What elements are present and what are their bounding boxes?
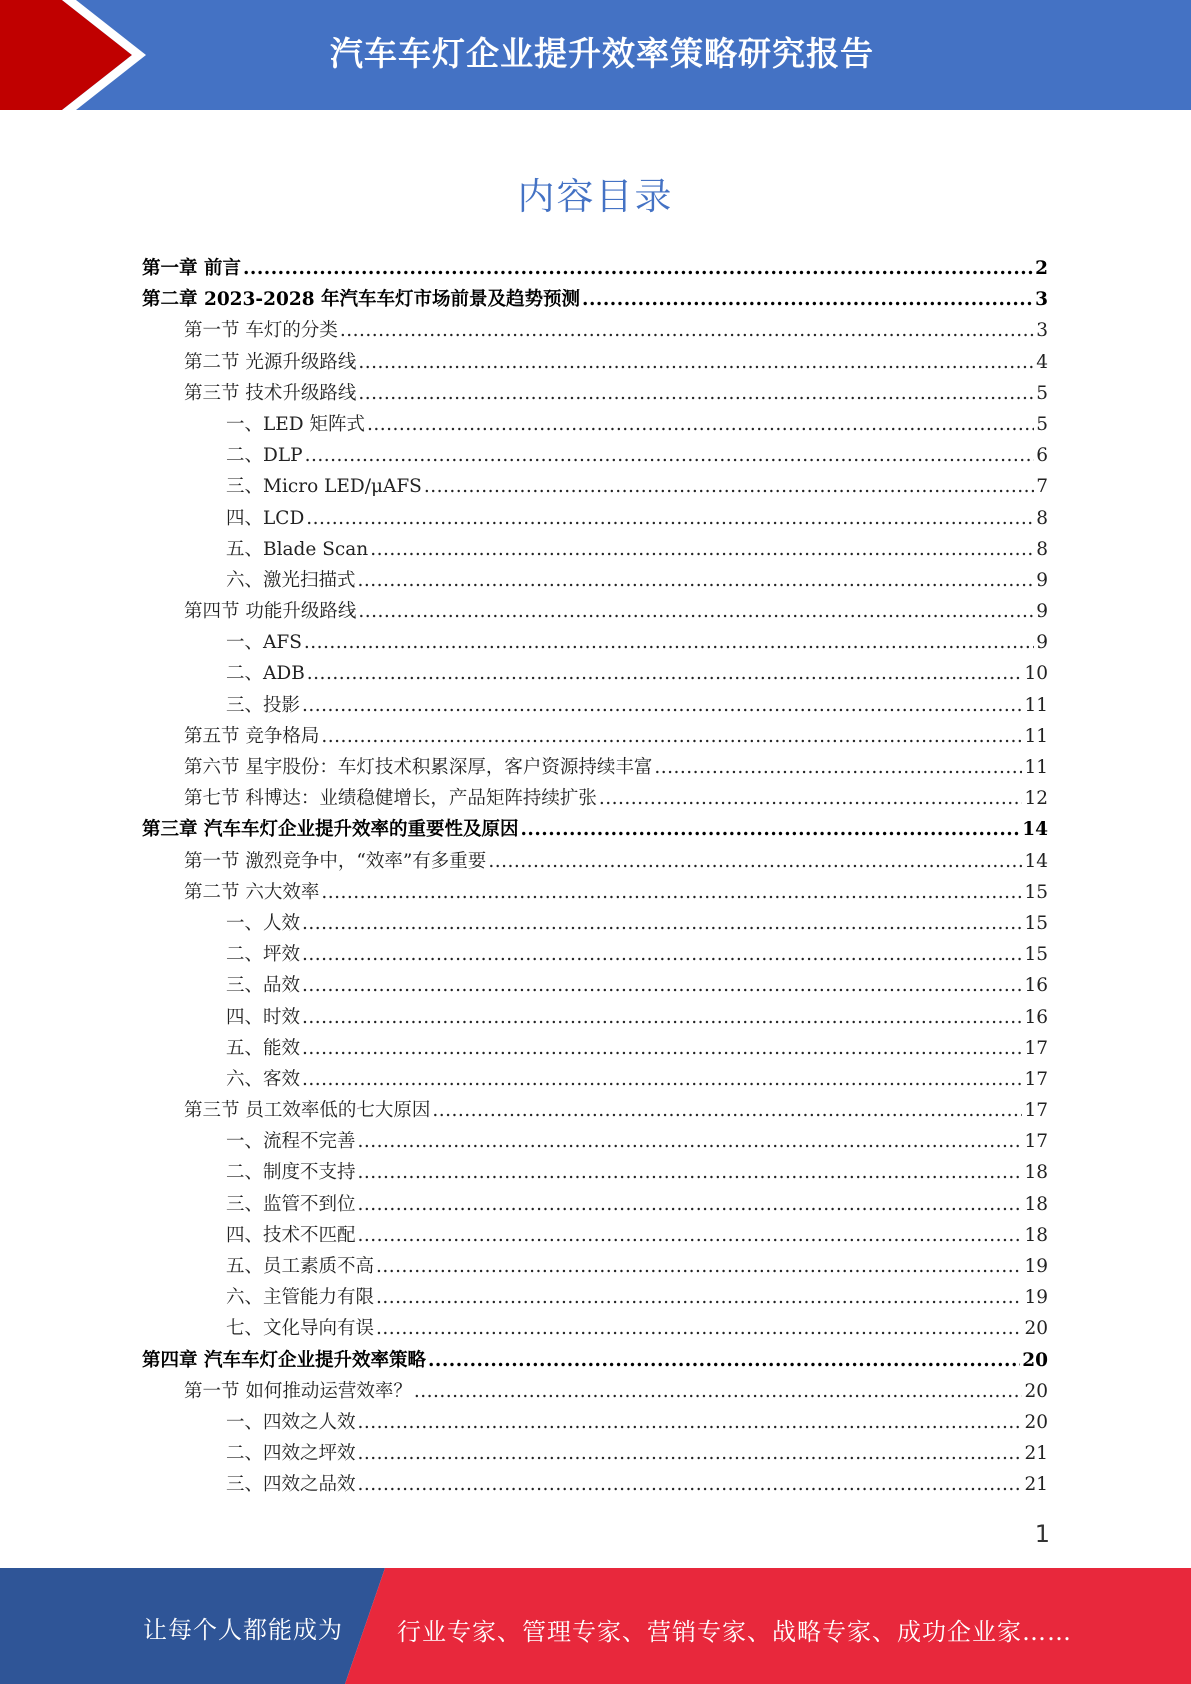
toc-entry[interactable]: [142, 1126, 1048, 1157]
toc-entry[interactable]: [142, 1064, 1048, 1095]
toc-heading: 内容目录: [517, 175, 674, 218]
toc-entry-title: 三、投影: [226, 694, 301, 716]
toc-entry-title: 第五节 竞争格局: [184, 725, 320, 747]
toc-entry-page: 2: [1035, 258, 1048, 279]
toc-entry[interactable]: [142, 1407, 1048, 1438]
toc-entry[interactable]: [142, 253, 1048, 284]
toc-dot-leader: [302, 970, 1022, 1001]
toc-dot-leader: [654, 752, 1022, 783]
toc-entry-page: 17: [1024, 1037, 1048, 1059]
toc-dot-leader: [424, 471, 1034, 502]
toc-entry-page: 15: [1024, 912, 1048, 934]
toc-entry-page: 11: [1024, 757, 1048, 778]
footer-slogan-left: 让每个人都能成为: [143, 1616, 343, 1644]
toc-dot-leader: [321, 877, 1022, 908]
toc-entry[interactable]: [142, 627, 1048, 658]
toc-entry-title: 五、能效: [226, 1037, 301, 1059]
toc-entry[interactable]: [142, 970, 1048, 1001]
toc-entry-title: 二、ADB: [226, 663, 305, 685]
toc-entry[interactable]: [142, 1313, 1048, 1344]
toc-dot-leader: [307, 658, 1023, 689]
toc-entry[interactable]: [142, 1282, 1048, 1313]
toc-entry-title: 三、品效: [226, 975, 301, 997]
toc-dot-leader: [302, 1064, 1022, 1095]
toc-entry-page: 19: [1024, 1256, 1048, 1277]
toc-dot-leader: [376, 1251, 1022, 1282]
toc-dot-leader: [358, 565, 1035, 596]
toc-entry[interactable]: [142, 1220, 1048, 1251]
toc-entry-page: 17: [1024, 1068, 1048, 1090]
report-title: 汽车车灯企业提升效率策略研究报告: [330, 34, 874, 73]
page-number: 1: [1034, 1520, 1050, 1548]
toc-entry-page: 12: [1024, 788, 1048, 810]
toc-dot-leader: [306, 503, 1034, 534]
toc-dot-leader: [305, 440, 1035, 471]
toc-entry-title: 七、文化导向有误: [226, 1318, 375, 1340]
toc-entry-title: 四、时效: [226, 1006, 301, 1028]
toc-entry-title: 三、四效之品效: [226, 1474, 356, 1496]
toc-entry-title: 一、AFS: [226, 632, 302, 654]
toc-entry-title: 第一节 激烈竞争中，“效率”有多重要: [184, 850, 487, 872]
toc-dot-leader: [358, 1407, 1023, 1438]
toc-entry[interactable]: [142, 1002, 1048, 1033]
toc-entry-page: 14: [1022, 819, 1048, 841]
toc-entry-title: 四、LCD: [226, 507, 305, 529]
footer-slogan-right: 行业专家、管理专家、营销专家、战略专家、成功企业家……: [397, 1618, 1072, 1646]
toc-entry-page: 16: [1024, 1006, 1048, 1028]
toc-entry[interactable]: [142, 315, 1048, 346]
toc-entry-title: 二、四效之坪效: [226, 1443, 356, 1465]
toc-entry-page: 15: [1024, 944, 1048, 966]
toc-entry[interactable]: [142, 284, 1048, 315]
toc-entry-title: 第一章 前言: [142, 258, 241, 279]
chevron-arrow-icon: [0, 0, 160, 110]
toc-entry-page: 18: [1024, 1162, 1048, 1184]
toc-dot-leader: [358, 1189, 1023, 1220]
header-banner: [0, 0, 1191, 110]
toc-entry-page: 16: [1024, 975, 1048, 997]
toc-entry-page: 20: [1022, 1349, 1048, 1371]
toc-entry-page: 15: [1024, 881, 1048, 903]
toc-entry-title: 五、员工素质不高: [226, 1256, 375, 1277]
toc-entry-page: 9: [1036, 569, 1048, 591]
toc-dot-leader: [340, 315, 1034, 346]
toc-entry-title: 一、人效: [226, 912, 301, 934]
toc-dot-leader: [358, 1469, 1023, 1500]
toc-entry-page: 20: [1024, 1380, 1048, 1402]
toc-dot-leader: [414, 1376, 1023, 1407]
toc-dot-leader: [358, 378, 1034, 409]
toc-entry-page: 11: [1024, 694, 1048, 716]
toc-entry-title: 一、四效之人效: [226, 1411, 356, 1433]
toc-dot-leader: [520, 814, 1020, 845]
toc-entry-page: 8: [1036, 538, 1048, 560]
toc-entry-page: 21: [1024, 1474, 1048, 1496]
toc-dot-leader: [302, 690, 1022, 721]
toc-dot-leader: [302, 1002, 1022, 1033]
toc-dot-leader: [302, 908, 1022, 939]
toc-entry-page: 11: [1024, 725, 1048, 747]
toc-dot-leader: [376, 1313, 1022, 1344]
toc-entry-page: 20: [1024, 1411, 1048, 1433]
toc-entry-page: 17: [1024, 1100, 1048, 1122]
toc-entry[interactable]: [142, 658, 1048, 689]
toc-entry[interactable]: [142, 409, 1048, 440]
toc-dot-leader: [599, 783, 1023, 814]
toc-dot-leader: [358, 596, 1034, 627]
toc-entry[interactable]: [142, 814, 1048, 845]
toc-entry[interactable]: [142, 1095, 1048, 1126]
toc-dot-leader: [302, 1033, 1022, 1064]
toc-dot-leader: [321, 721, 1022, 752]
toc-entry[interactable]: [142, 347, 1048, 378]
toc-dot-leader: [302, 939, 1022, 970]
toc-entry[interactable]: [142, 596, 1048, 627]
toc-entry-title: 六、客效: [226, 1068, 301, 1090]
toc-entry[interactable]: [142, 877, 1048, 908]
toc-dot-leader: [370, 534, 1034, 565]
table-of-contents: [142, 253, 1048, 1501]
toc-entry-title: 五、Blade Scan: [226, 538, 369, 560]
toc-entry-title: 第四章 汽车车灯企业提升效率策略: [142, 1349, 426, 1371]
toc-entry-title: 三、Micro LED/μAFS: [226, 476, 422, 498]
toc-dot-leader: [358, 1220, 1023, 1251]
toc-entry-title: 二、制度不支持: [226, 1162, 356, 1184]
toc-entry-title: 一、LED 矩阵式: [226, 413, 366, 435]
toc-entry[interactable]: [142, 783, 1048, 814]
toc-dot-leader: [428, 1345, 1020, 1376]
toc-entry-title: 第四节 功能升级路线: [184, 601, 357, 623]
toc-dot-leader: [358, 1126, 1023, 1157]
toc-entry-page: 6: [1036, 445, 1048, 467]
toc-dot-leader: [358, 1438, 1023, 1469]
toc-entry-title: 二、坪效: [226, 944, 301, 966]
toc-entry-title: 第三节 员工效率低的七大原因: [184, 1100, 431, 1122]
toc-entry-page: 5: [1036, 382, 1048, 404]
toc-entry[interactable]: [142, 378, 1048, 409]
toc-entry-title: 六、激光扫描式: [226, 569, 356, 591]
toc-dot-leader: [432, 1095, 1022, 1126]
toc-entry-page: 18: [1024, 1224, 1048, 1246]
toc-entry-title: 三、监管不到位: [226, 1193, 356, 1215]
toc-entry-page: 4: [1036, 351, 1048, 373]
toc-entry[interactable]: [142, 1157, 1048, 1188]
toc-dot-leader: [243, 253, 1033, 284]
toc-entry-page: 20: [1024, 1318, 1048, 1340]
toc-entry-page: 3: [1035, 289, 1048, 311]
toc-entry-page: 5: [1036, 413, 1048, 435]
toc-entry[interactable]: [142, 752, 1048, 783]
toc-dot-leader: [358, 347, 1034, 378]
toc-entry-page: 19: [1024, 1287, 1048, 1309]
toc-entry-title: 六、主管能力有限: [226, 1287, 375, 1309]
toc-entry[interactable]: [142, 565, 1048, 596]
toc-entry[interactable]: [142, 939, 1048, 970]
toc-dot-leader: [376, 1282, 1022, 1313]
toc-entry-title: 四、技术不匹配: [226, 1224, 356, 1246]
toc-entry-title: 一、流程不完善: [226, 1131, 356, 1153]
toc-entry-title: 第三章 汽车车灯企业提升效率的重要性及原因: [142, 819, 519, 841]
toc-entry[interactable]: [142, 846, 1048, 877]
toc-entry-title: 第二章 2023-2028 年汽车车灯市场前景及趋势预测: [142, 289, 581, 311]
toc-entry[interactable]: [142, 1469, 1048, 1500]
toc-entry-page: 14: [1024, 850, 1048, 872]
toc-entry[interactable]: [142, 1251, 1048, 1282]
toc-entry-page: 18: [1024, 1193, 1048, 1215]
toc-entry-page: 10: [1024, 663, 1048, 685]
toc-entry-title: 第二节 六大效率: [184, 881, 320, 903]
toc-entry[interactable]: [142, 534, 1048, 565]
toc-entry-page: 3: [1036, 320, 1048, 342]
toc-entry-title: 第七节 科博达：业绩稳健增长，产品矩阵持续扩张: [184, 788, 597, 810]
toc-entry-page: 17: [1024, 1131, 1048, 1153]
toc-entry-title: 第三节 技术升级路线: [184, 382, 357, 404]
toc-dot-leader: [367, 409, 1034, 440]
toc-dot-leader: [358, 1157, 1023, 1188]
toc-entry[interactable]: [142, 1033, 1048, 1064]
toc-entry[interactable]: [142, 1438, 1048, 1469]
toc-dot-leader: [488, 846, 1022, 877]
footer-banner: [0, 1568, 1191, 1684]
toc-entry-title: 第六节 星宇股份：车灯技术积累深厚，客户资源持续丰富: [184, 757, 653, 778]
toc-entry-page: 21: [1024, 1443, 1048, 1465]
toc-entry-page: 7: [1036, 476, 1048, 498]
toc-entry-title: 第一节 如何推动运营效率？: [184, 1380, 412, 1402]
toc-entry[interactable]: [142, 1345, 1048, 1376]
toc-entry-page: 8: [1036, 507, 1048, 529]
toc-entry-title: 第一节 车灯的分类: [184, 320, 338, 342]
toc-entry[interactable]: [142, 503, 1048, 534]
toc-dot-leader: [304, 627, 1034, 658]
toc-entry[interactable]: [142, 440, 1048, 471]
toc-entry-title: 二、DLP: [226, 445, 303, 467]
toc-entry[interactable]: [142, 690, 1048, 721]
toc-entry[interactable]: [142, 471, 1048, 502]
toc-entry[interactable]: [142, 1189, 1048, 1220]
toc-entry[interactable]: [142, 908, 1048, 939]
toc-entry[interactable]: [142, 721, 1048, 752]
toc-entry-page: 9: [1036, 632, 1048, 654]
toc-dot-leader: [582, 284, 1033, 315]
toc-entry-page: 9: [1036, 601, 1048, 623]
toc-entry-title: 第二节 光源升级路线: [184, 351, 357, 373]
toc-entry[interactable]: [142, 1376, 1048, 1407]
